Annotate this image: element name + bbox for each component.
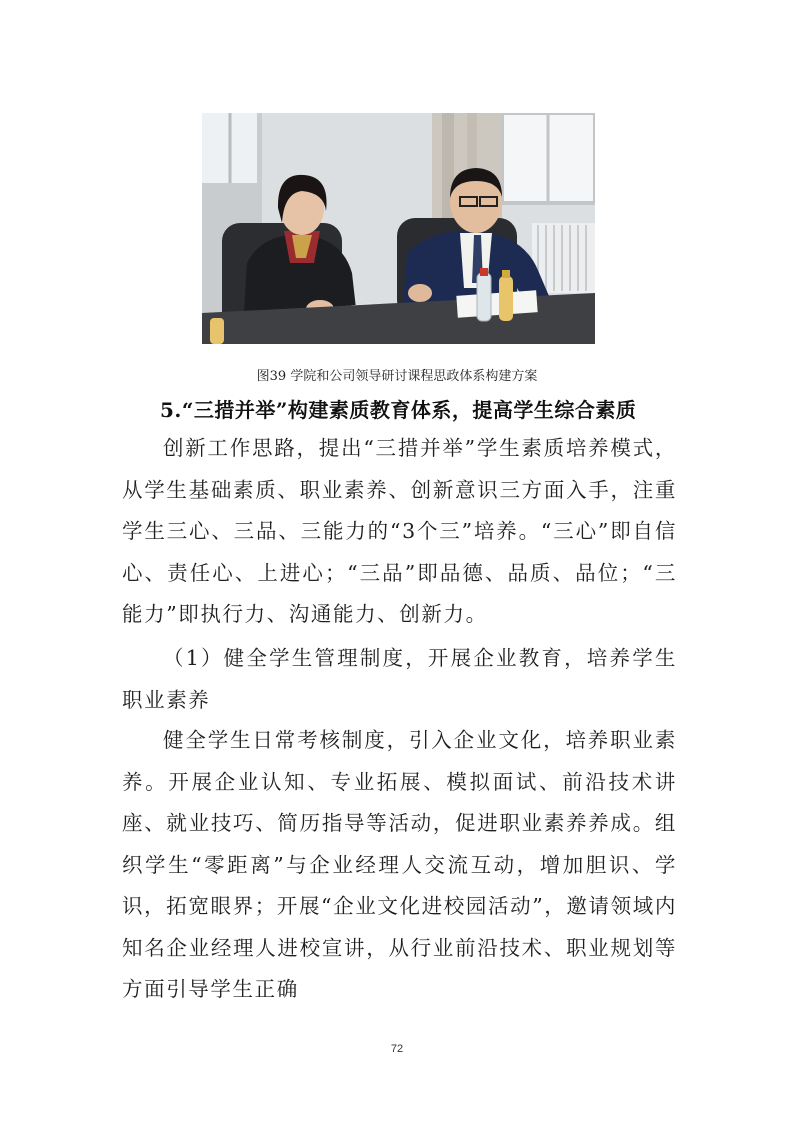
subsection-heading: （1）健全学生管理制度，开展企业教育，培养学生职业素养: [122, 646, 677, 712]
page-number: 72: [390, 1043, 404, 1055]
figure-caption: 图39 学院和公司领导研讨课程思政体系构建方案: [256, 369, 538, 384]
section-heading: 5.“三措并举”构建素质教育体系，提高学生综合素质: [160, 398, 637, 422]
body-paragraph: 健全学生日常考核制度，引入企业文化，培养职业素养。开展企业认知、专业拓展、模拟面试、前沿技术讲座、就业技巧、简历指导等活动，促进职业素养养成。组织学生“零距离”与企业经理人交流互动，增加胆识、学识，拓宽眼界；开展“企业文化进校园活动”，邀请领域内知名企业经理人进校宣讲，从行业前沿技术、职业规划等方面引导学生正确: [122, 728, 677, 1001]
meeting-photo: [202, 113, 595, 344]
body-paragraph: 创新工作思路，提出“三措并举”学生素质培养模式，从学生基础素质、职业素养、创新意识三方面入手，注重学生三心、三品、三能力的“3个三”培养。“三心”即自信心、责任心、上进心；“三品”即品德、品质、品位；“三能力”即执行力、沟通能力、创新力。: [122, 436, 677, 626]
